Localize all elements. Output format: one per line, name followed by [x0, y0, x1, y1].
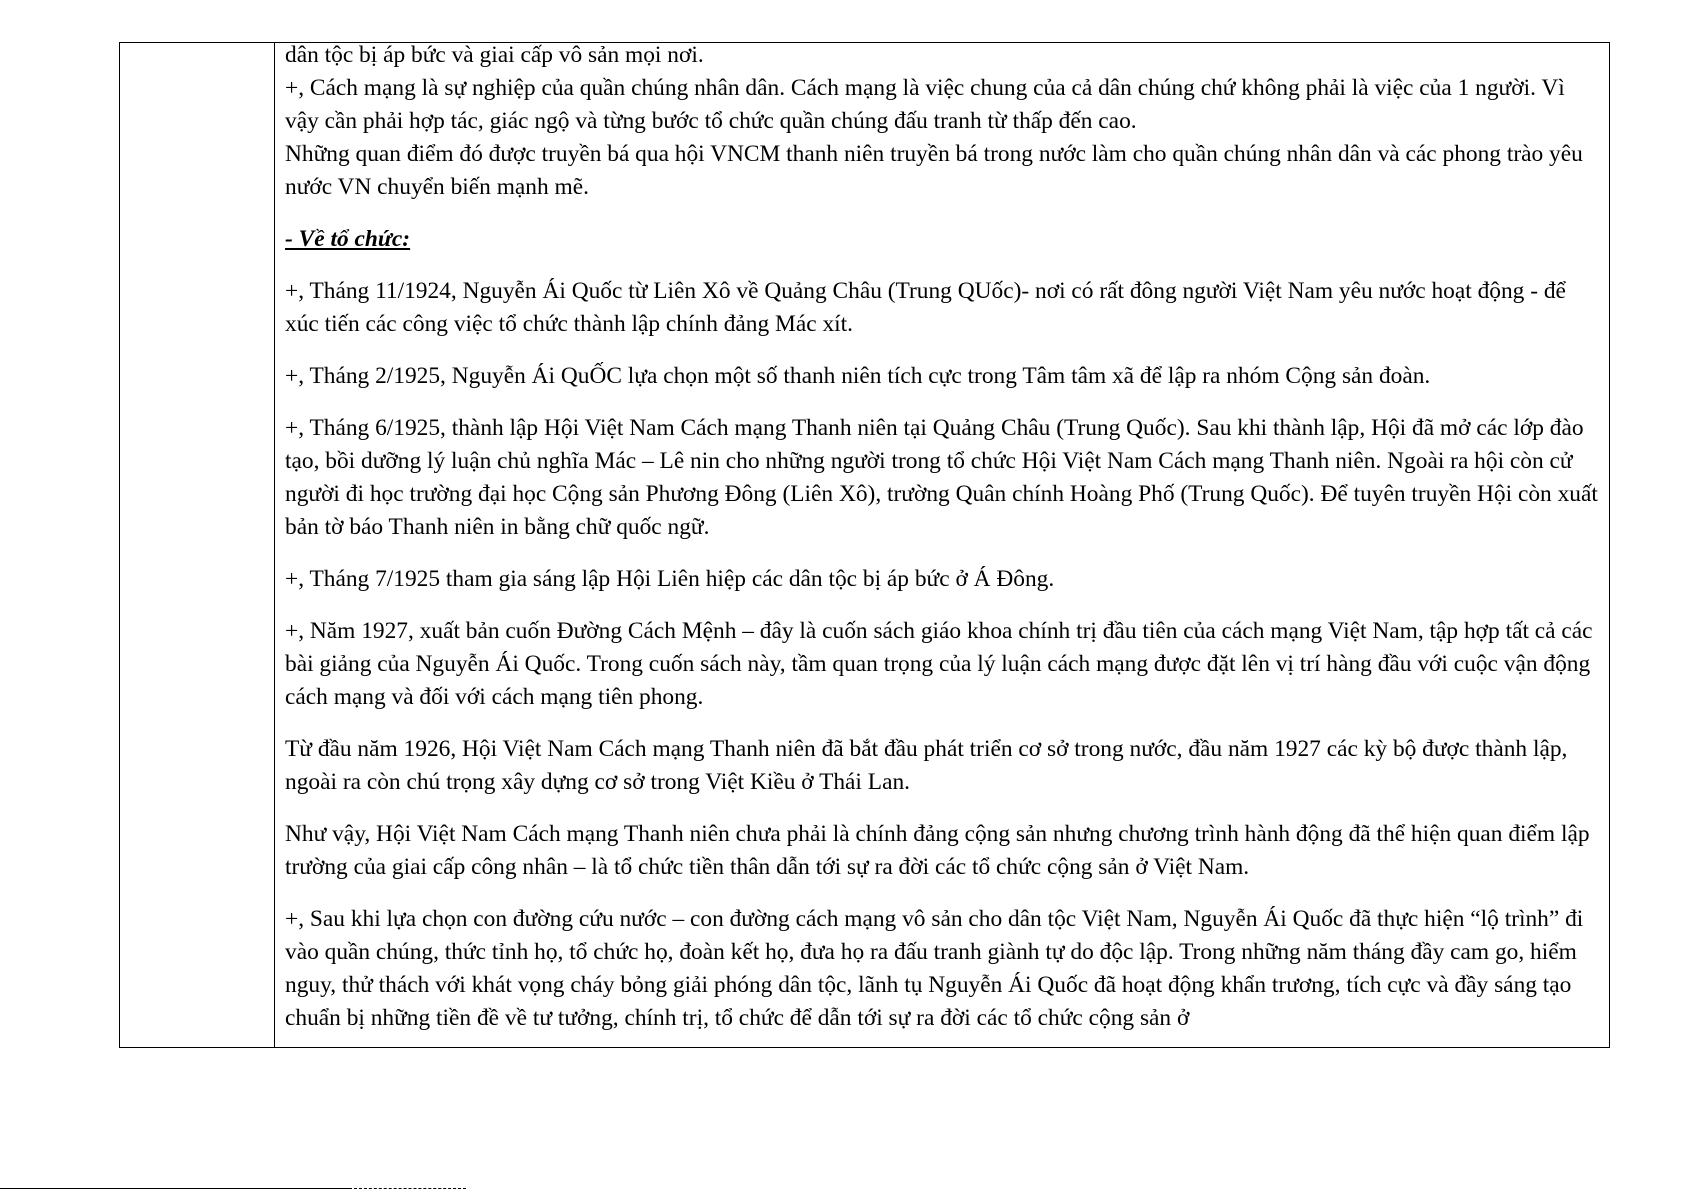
content-table — [119, 42, 1610, 1048]
paragraph: +, Cách mạng là sự nghiệp của quần chúng nhân dân. Cách mạng là việc chung của cả dân chúng chứ không phải là việc của 1 người. Vì vậy cần phải hợp tác, giác ngộ và từng bước tổ chức quần chúng đấu tranh từ thấp đến cao. — [285, 75, 1565, 134]
paragraph: +, Tháng 11/1924, Nguyễn Ái Quốc từ Liên Xô về Quảng Châu (Trung QUốc)- nơi có rất đông người Việt Nam yêu nước hoạt động - để xúc tiến các công việc tổ chức thành lập chính đảng Mác xít. — [285, 278, 1566, 337]
paragraph: +, Năm 1927, xuất bản cuốn Đường Cách Mệnh – đây là cuốn sách giáo khoa chính trị đầu tiên của cách mạng Việt Nam, tập hợp tất cả các bài giảng của Nguyễn Ái Quốc. Trong cuốn sách này, tầm quan trọng của lý luận cách mạng được đặt lên vị trí hàng đầu với cuộc vận động cách mạng và đối với cách mạng tiên phong. — [285, 618, 1593, 710]
footnote-separator — [0, 1188, 352, 1189]
paragraph: dân tộc bị áp bức và giai cấp vô sản mọi nơi. — [285, 42, 704, 68]
table-left-column — [120, 43, 275, 1047]
paragraph: Từ đầu năm 1926, Hội Việt Nam Cách mạng Thanh niên đã bắt đầu phát triển cơ sở trong nước, đầu năm 1927 các kỳ bộ được thành lập, ngoài ra còn chú trọng xây dựng cơ sở trong Việt Kiều ở Thái Lan. — [285, 736, 1568, 795]
paragraph: Như vậy, Hội Việt Nam Cách mạng Thanh niên chưa phải là chính đảng cộng sản nhưng chương trình hành động đã thể hiện quan điểm lập trường của giai cấp công nhân – là tổ chức tiền thân dẫn tới sự ra đời các tổ chức cộng sản ở Việt Nam. — [285, 821, 1590, 880]
paragraph: Những quan điểm đó được truyền bá qua hội VNCM thanh niên truyền bá trong nước làm cho quần chúng nhân dân và các phong trào yêu nước VN chuyển biến mạnh mẽ. — [285, 141, 1583, 200]
paragraph: +, Tháng 7/1925 tham gia sáng lập Hội Liên hiệp các dân tộc bị áp bức ở Á Đông. — [285, 566, 1055, 592]
section-heading: - Về tổ chức: — [285, 226, 411, 252]
paragraph: +, Tháng 6/1925, thành lập Hội Việt Nam Cách mạng Thanh niên tại Quảng Châu (Trung Quốc). Sau khi thành lập, Hội đã mở các lớp đào tạo, bồi dưỡng lý luận chủ nghĩa Mác – Lê nin cho những người trong tổ chức Hội Việt Nam Cách mạng Thanh niên. Ngoài ra hội còn cử người đi học trường đại học Cộng sản Phương Đông (Liên Xô), trường Quân chính Hoàng Phố (Trung Quốc). Để tuyên truyền Hội còn xuất bản tờ báo Thanh niên in bằng chữ quốc ngữ. — [285, 415, 1598, 540]
table-right-column — [285, 42, 1601, 1048]
paragraph: +, Sau khi lựa chọn con đường cứu nước – con đường cách mạng vô sản cho dân tộc Việt Nam, Nguyễn Ái Quốc đã thực hiện “lộ trình” đi vào quần chúng, thức tỉnh họ, tổ chức họ, đoàn kết họ, đưa họ ra đấu tranh giành tự do độc lập. Trong những năm tháng đầy cam go, hiểm nguy, thử thách với khát vọng cháy bỏng giải phóng dân tộc, lãnh tụ Nguyễn Ái Quốc đã hoạt động khẩn trương, tích cực và đầy sáng tạo chuẩn bị những tiền đề về tư tưởng, chính trị, tổ chức để dẫn tới sự ra đời các tổ chức cộng sản ở — [285, 906, 1584, 1031]
footnote-separator-dashed — [354, 1188, 466, 1189]
paragraph: +, Tháng 2/1925, Nguyễn Ái QuỐC lựa chọn một số thanh niên tích cực trong Tâm tâm xã để lập ra nhóm Cộng sản đoàn. — [285, 363, 1431, 389]
